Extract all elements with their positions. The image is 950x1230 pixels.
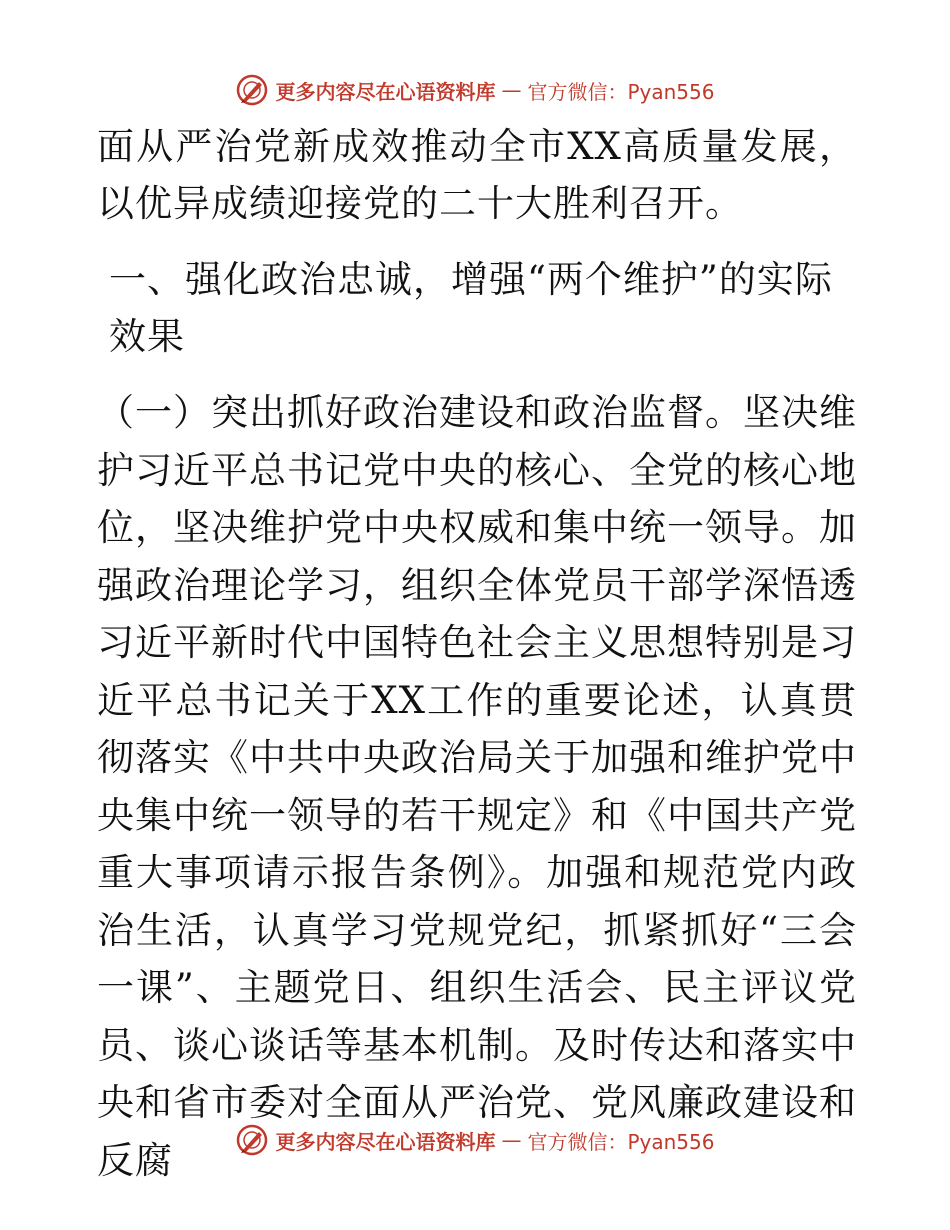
footer-watermark-banner bbox=[0, 1120, 950, 1160]
document-body bbox=[97, 118, 857, 1189]
section-heading: 一、强化政治忠诚，增强“两个维护”的实际效果 bbox=[109, 258, 833, 358]
pen-logo-icon bbox=[235, 73, 269, 107]
banner-wechat-text: 官方微信：Pyan556 bbox=[527, 1129, 715, 1154]
header-watermark-banner bbox=[0, 70, 950, 110]
banner-brand-text: 更多内容尽在心语资料库 bbox=[275, 1129, 496, 1154]
continuation-paragraph: 面从严治党新成效推动全市XX高质量发展，以优异成绩迎接党的二十大胜利召开。 bbox=[97, 125, 857, 225]
body-paragraph: （一）突出抓好政治建设和政治监督。坚决维护习近平总书记党中央的核心、全党的核心地位，坚决维护党中央权威和集中统一领导。加强政治理论学习，组织全体党员干部学深悟透习近平新时代中国特色社会主义思想特别是习近平总书记关于XX工作的重要论述，认真贯彻落实《中共中央政治局关于加强和维护党中央集中统一领导的若干规定》和《中国共产党重大事项请示报告条例》。加强和规范党内政治生活，认真学习党规党纪，抓紧抓好“三会一课”、主题党日、组织生活会、民主评议党员、谈心谈话等基本机制。及时传达和落实中央和省市委对全面从严治党、党风廉政建设和反腐 bbox=[97, 391, 857, 1182]
banner-separator: — bbox=[501, 1128, 522, 1152]
banner-wechat-text: 官方微信：Pyan556 bbox=[527, 79, 715, 104]
banner-separator: — bbox=[501, 78, 522, 102]
pen-logo-icon bbox=[235, 1123, 269, 1157]
banner-brand-text: 更多内容尽在心语资料库 bbox=[275, 79, 496, 104]
